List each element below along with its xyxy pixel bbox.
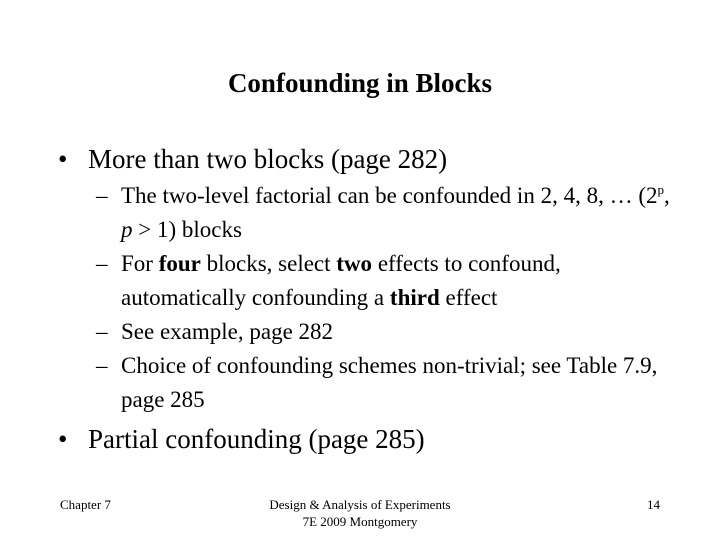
bullet-text: More than two blocks (page 282)	[88, 144, 448, 174]
dash-marker: –	[96, 319, 108, 344]
text-run: effect	[439, 285, 498, 310]
superscript: p	[657, 182, 664, 197]
footer-line: Design & Analysis of Experiments	[269, 497, 451, 512]
bold-word: two	[336, 251, 373, 276]
text-run: effects to confound, automatically confounding a	[121, 251, 561, 310]
footer-line: 7E 2009 Montgomery	[302, 514, 418, 529]
sub-bullet-text: Choice of confounding schemes non-trivial; see Table 7.9, page 285	[121, 353, 658, 412]
bullet-marker: •	[58, 424, 68, 454]
bullet-marker: •	[58, 144, 68, 174]
bullet-text: Partial confounding (page 285)	[88, 424, 425, 454]
bold-word: third	[389, 285, 440, 310]
sub-bullet-text	[96, 179, 676, 247]
italic-variable: p	[121, 217, 133, 242]
text-run: The two-level factorial can be confounded in 2, 4, 8, … (2	[121, 183, 658, 208]
footer-book-title	[230, 496, 490, 530]
dash-marker: –	[96, 353, 108, 378]
bullet-item	[58, 143, 447, 175]
sub-bullet-text	[96, 247, 676, 315]
sub-bullet-item	[96, 349, 676, 417]
bullet-item	[58, 423, 425, 455]
sub-bullet-item	[96, 315, 676, 349]
sub-bullet-item	[96, 247, 676, 315]
page-number: 14	[647, 497, 660, 512]
dash-marker: –	[96, 251, 108, 276]
sub-bullet-item	[96, 179, 676, 247]
sub-bullet-text: See example, page 282	[121, 319, 334, 344]
footer-chapter: Chapter 7	[60, 497, 111, 512]
dash-marker: –	[96, 183, 108, 208]
slide-title: Confounding in Blocks	[227, 68, 493, 98]
text-run: ,	[663, 183, 670, 208]
text-run: blocks, select	[200, 251, 337, 276]
bold-word: four	[158, 251, 201, 276]
text-run: For	[121, 251, 159, 276]
text-run: > 1) blocks	[132, 217, 242, 242]
